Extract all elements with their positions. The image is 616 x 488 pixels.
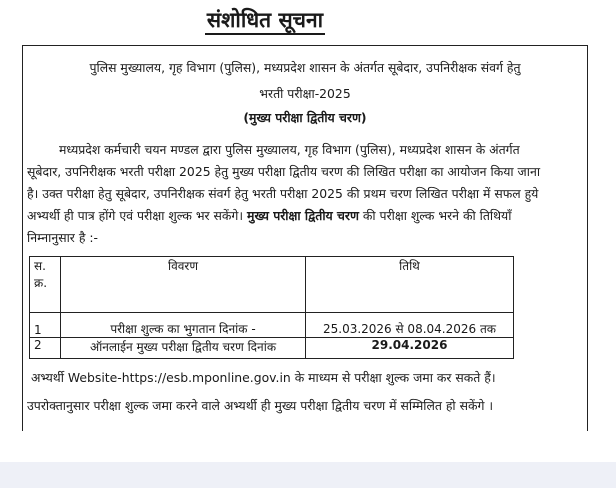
header-date: तिथि bbox=[306, 257, 514, 313]
header-serial-line2: क्र. bbox=[34, 276, 48, 290]
notice-frame bbox=[22, 45, 588, 431]
row-serial: 1 bbox=[30, 313, 61, 338]
table-row bbox=[30, 338, 514, 359]
table-row bbox=[30, 313, 514, 338]
paragraph-line-1: मध्यप्रदेश कर्मचारी चयन मण्डल द्वारा पुलिस मुख्यालय, गृह विभाग (पुलिस), मध्यप्रदेश शासन के अंतर्गत bbox=[59, 142, 520, 157]
row-date: 25.03.2026 से 08.04.2026 तक bbox=[306, 313, 514, 338]
row-serial: 2 bbox=[30, 338, 61, 359]
paragraph-line-4-tail: की परीक्षा शुल्क भरने की तिथियाँ bbox=[358, 208, 512, 223]
header-serial-line1: स. bbox=[34, 259, 46, 273]
header-serial bbox=[30, 257, 61, 313]
row-description: परीक्षा शुल्क का भुगतान दिनांक - bbox=[61, 313, 306, 338]
bottom-band bbox=[0, 462, 616, 488]
paragraph-line-5: निम्नानुसार है :- bbox=[27, 230, 98, 245]
paragraph-line-3: है। उक्त परीक्षा हेतु सूबेदार, उपनिरीक्षक संवर्ग हेतु भरती परीक्षा 2025 की प्रथम चरण लिखित परीक्षा में सफल हुये bbox=[27, 186, 539, 201]
notice-subtitle: (मुख्य परीक्षा द्वितीय चरण) bbox=[243, 110, 367, 125]
notice-heading bbox=[0, 6, 530, 34]
row-date: 29.04.2026 bbox=[306, 338, 514, 359]
website-note: अभ्यर्थी Website-https://esb.mponline.gov.in के माध्यम से परीक्षा शुल्क जमा कर सकते हैं। bbox=[31, 370, 496, 385]
notice-heading-text: संशोधित सूचना bbox=[205, 8, 325, 35]
paragraph-line-4 bbox=[27, 208, 511, 224]
paragraph-line-2: सूबेदार, उपनिरीक्षक भरती परीक्षा 2025 हेतु मुख्य परीक्षा द्वितीय चरण की लिखित परीक्षा का आयोजन किया जाना bbox=[27, 164, 541, 179]
row-description: ऑनलाईन मुख्य परीक्षा द्वितीय चरण दिनांक bbox=[61, 338, 306, 359]
paragraph-line-4-emphasis: मुख्य परीक्षा द्वितीय चरण bbox=[247, 208, 359, 223]
table-header-row bbox=[30, 257, 514, 313]
header-description: विवरण bbox=[61, 257, 306, 313]
notice-title-line1: पुलिस मुख्यालय, गृह विभाग (पुलिस), मध्यप्रदेश शासन के अंतर्गत सूबेदार, उपनिरीक्षक संवर्ग हेतु bbox=[89, 60, 521, 75]
fee-dates-table bbox=[29, 256, 514, 359]
paragraph-line-4-text: अभ्यर्थी ही पात्र होंगे एवं परीक्षा शुल्क भर सकेंगे। bbox=[27, 208, 248, 223]
notice-title-line2: भरती परीक्षा-2025 bbox=[259, 86, 351, 101]
eligibility-note: उपरोक्तानुसार परीक्षा शुल्क जमा करने वाले अभ्यर्थी ही मुख्य परीक्षा द्वितीय चरण में सम्मिलित हो सकेंगे । bbox=[27, 398, 494, 413]
